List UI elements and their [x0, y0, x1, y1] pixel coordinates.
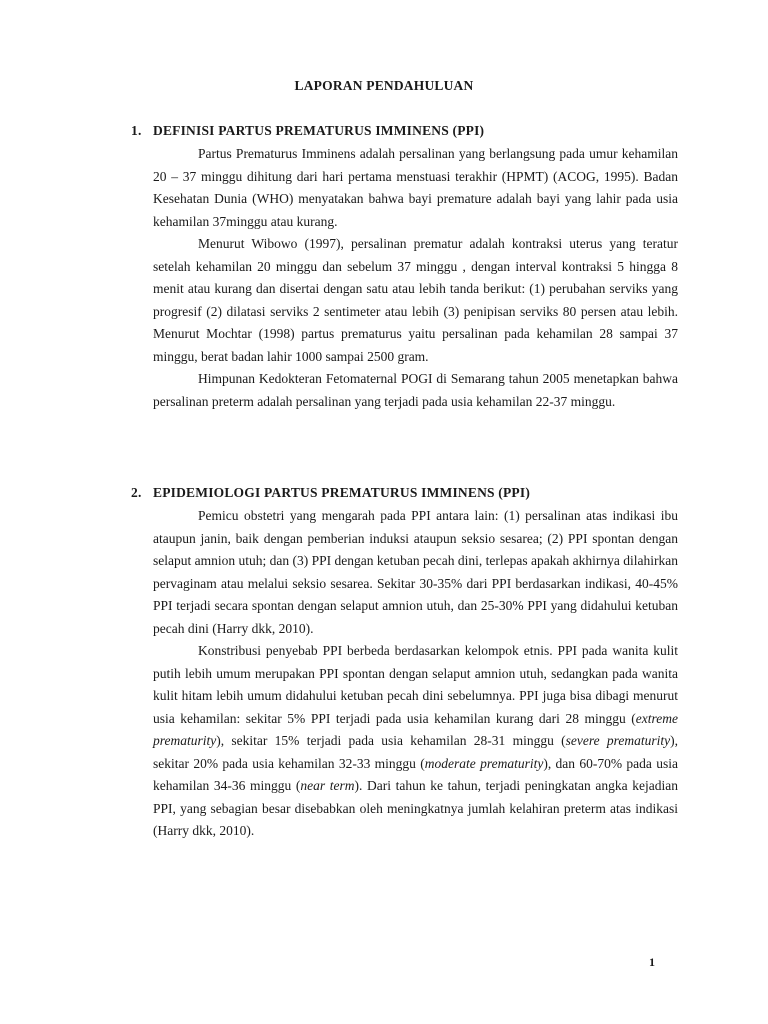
- paragraph: Pemicu obstetri yang mengarah pada PPI antara lain: (1) persalinan atas indikasi ibu ataupun janin, baik dengan pemberian induksi ataupun seksio sesarea; (2) PPI spontan dengan selaput amnion utuh; dan (3) PPI dengan ketuban pecah dini, terlepas apakah akhirnya dilahirkan pervaginam atau melalui seksio sesarea. Sekitar 30-35% dari PPI berdasarkan indikasi, 40-45% PPI terjadi secara spontan dengan selaput amnion utuh, dan 25-30% PPI yang didahului ketuban pecah dini (Harry dkk, 2010).: [153, 508, 678, 636]
- text-run: ), dan 60-70% pada usia kehamilan 34-36 minggu (: [153, 755, 678, 793]
- italic-term: moderate prematurity: [424, 755, 544, 771]
- paragraph: Himpunan Kedokteran Fetomaternal POGI di Semarang tahun 2005 menetapkan bahwa persalinan preterm adalah persalinan yang terjadi pada usia kehamilan 22-37 minggu.: [153, 371, 678, 409]
- section-body: [153, 143, 678, 413]
- paragraph: Partus Prematurus Imminens adalah persalinan yang berlangsung pada umur kehamilan 20 – 37 minggu dihitung dari hari pertama menstuasi terakhir (HPMT) (ACOG, 1995). Badan Kesehatan Dunia (WHO) menyatakan bahwa bayi premature adalah bayi yang lahir pada usia kehamilan 37minggu atau kurang.: [153, 146, 678, 229]
- section-heading-text: DEFINISI PARTUS PREMATURUS IMMINENS (PPI): [153, 123, 485, 138]
- text-run: ), sekitar 15% terjadi pada usia kehamilan 28-31 minggu (: [216, 733, 566, 748]
- section-heading: [131, 485, 530, 501]
- italic-term: extreme prematurity: [153, 710, 678, 748]
- text-run: ), sekitar 20% pada usia kehamilan 32-33 minggu (: [153, 733, 678, 771]
- text-run: Konstribusi penyebab PPI berbeda berdasarkan kelompok etnis. PPI pada wanita kulit putih lebih umum merupakan PPI spontan dengan selaput amnion utuh, sedangkan pada wanita kulit hitam lebih umum didahului ketuban pecah dini sebelumnya. PPI juga bisa dibagi menurut usia kehamilan: sekitar 5% PPI terjadi pada usia kehamilan kurang dari 28 minggu (: [153, 643, 678, 726]
- section-heading: [131, 123, 484, 139]
- document-title: LAPORAN PENDAHULUAN: [294, 78, 474, 93]
- section-number: 2.: [131, 485, 142, 500]
- italic-term: near term: [300, 778, 355, 793]
- text-run: ). Dari tahun ke tahun, terjadi peningkatan angka kejadian PPI, yang sebagian besar disebabkan oleh meningkatnya jumlah kelahiran preterm atas indikasi (Harry dkk, 2010).: [153, 778, 678, 838]
- paragraph: [153, 640, 678, 843]
- section-number: 1.: [131, 123, 142, 138]
- paragraph: Menurut Wibowo (1997), persalinan prematur adalah kontraksi uterus yang teratur setelah kehamilan 20 minggu dan sebelum 37 minggu , dengan interval kontraksi 5 hingga 8 menit atau kurang dan disertai dengan satu atau lebih tanda berikut: (1) perubahan serviks yang progresif (2) dilatasi serviks 2 sentimeter atau lebih (3) penipisan serviks 80 persen atau lebih. Menurut Mochtar (1998) partus prematurus yaitu persalinan pada kehamilan 28 sampai 37 minggu, berat badan lahir 1000 sampai 2500 gram.: [153, 236, 678, 364]
- italic-term: severe prematurity: [565, 733, 671, 748]
- page-number: 1: [649, 955, 655, 969]
- section-body: [153, 505, 678, 843]
- section-heading-text: EPIDEMIOLOGI PARTUS PREMATURUS IMMINENS (PPI): [153, 485, 531, 500]
